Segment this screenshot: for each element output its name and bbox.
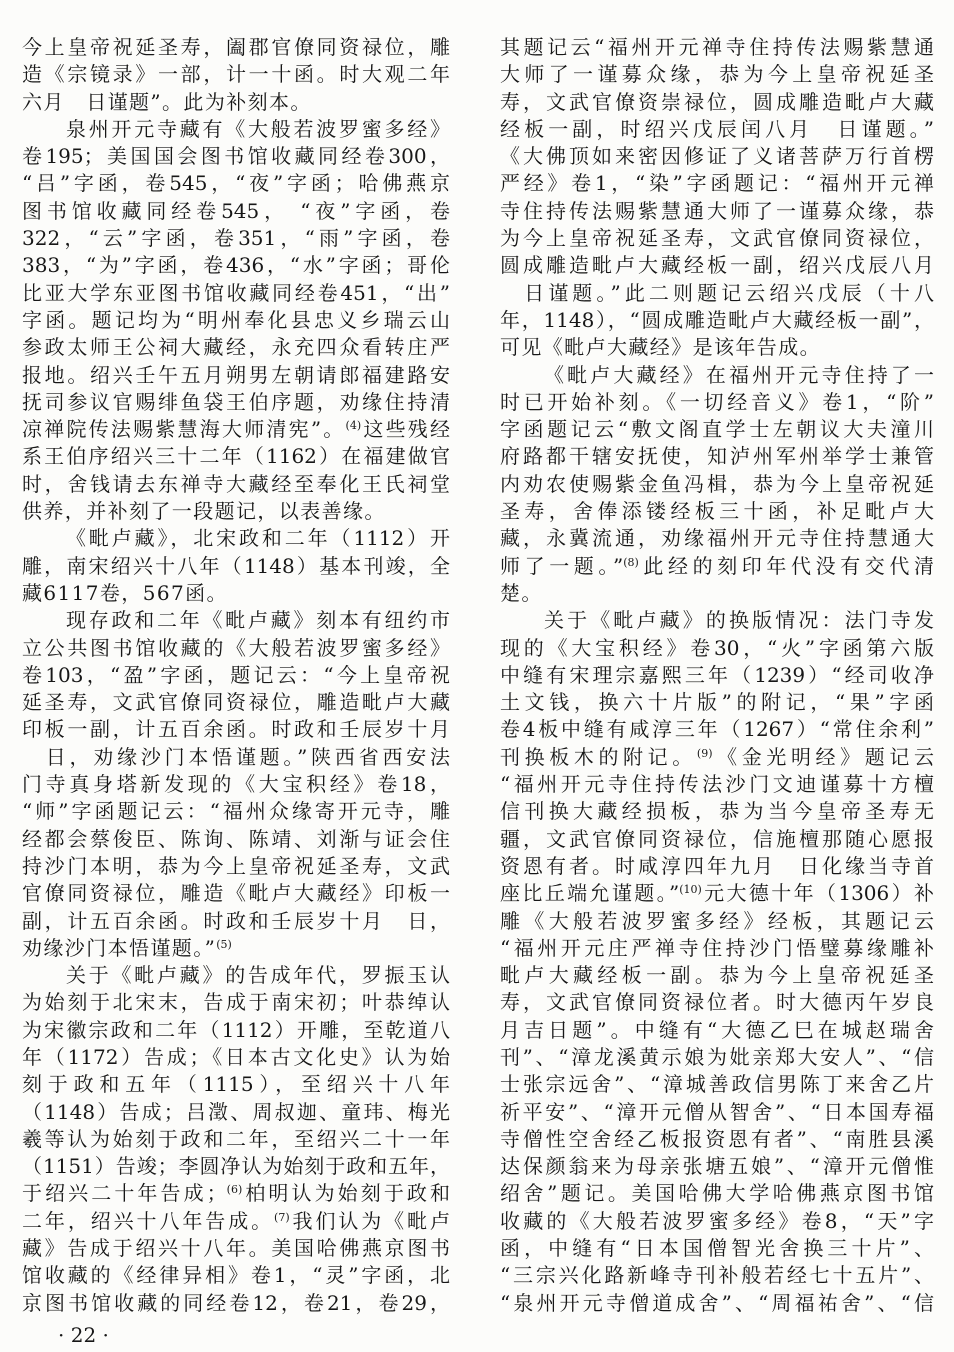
text-line: [22, 1180, 450, 1207]
line-text: 寿，文武官僚同资禄位者。时大德丙午岁良: [500, 990, 934, 1015]
page-number: · 22 ·: [58, 1323, 109, 1347]
line-text: 大师了一谨募众缘，恭为今上皇帝祝延圣: [500, 62, 934, 87]
line-text: 为始刻于北宋末，告成于南宋初；叶恭绰认: [22, 990, 450, 1015]
text-line: [22, 744, 450, 771]
text-line: [22, 471, 450, 498]
text-line: [22, 798, 450, 825]
line-text: 其题记云“福州开元禅寺住持传法赐紫慧通: [500, 35, 934, 59]
text-line: [22, 662, 450, 689]
text-line: [22, 89, 450, 116]
text-line: [500, 1017, 934, 1044]
line-text: 座比丘端允谨题。”: [500, 881, 680, 906]
text-line: [500, 826, 934, 853]
text-line: [22, 1153, 450, 1180]
text-line: [500, 280, 934, 307]
line-text: 府路都干辖安抚使，知泸州军州举学士兼管: [500, 444, 934, 469]
text-line: [22, 280, 450, 307]
text-line: [500, 1099, 934, 1126]
text-line: [22, 307, 450, 334]
line-text: 内劝农使赐紫金鱼冯楫，恭为今上皇帝祝延: [500, 471, 934, 496]
text-line: [500, 498, 934, 525]
line-text: 副，计五百余函。时政和壬辰岁十月 日，: [22, 908, 450, 933]
text-line: [500, 935, 934, 962]
footnote-ref: (4): [345, 419, 362, 433]
paragraph: [500, 362, 934, 608]
line-text: 报地。绍兴壬午五月朔男左朝请郎福建路安: [22, 362, 450, 387]
text-line: [22, 1262, 450, 1289]
text-line: [500, 553, 934, 580]
line-text: 现的《大宝积经》卷30，“火”字函第六版: [500, 635, 934, 660]
line-text: 藏，永冀流通，劝缘福州开元寺住持慧通大: [500, 526, 934, 551]
paragraph: [500, 607, 934, 1317]
line-text: 藏》告成于绍兴十八年。美国哈佛燕京图书: [22, 1236, 450, 1261]
line-text: 可见《毗卢大藏经》是该年告成。: [500, 335, 821, 360]
line-text: （1148）告成；吕澂、周叔迦、童玮、梅光: [22, 1099, 450, 1124]
text-line: [22, 716, 450, 743]
line-text: “福州开元庄严禅寺住持沙门悟璧募缘雕补: [500, 935, 934, 960]
text-line: [22, 498, 450, 525]
line-text: 柏明认为始刻于政和: [242, 1181, 450, 1206]
line-text: 劝缘沙门本悟谨题。”: [22, 935, 217, 960]
text-line: [22, 362, 450, 389]
line-text: 凉禅院传法赐紫慧海大师清宪”。: [22, 417, 346, 442]
text-line: [22, 116, 450, 143]
text-line: [22, 826, 450, 853]
footnote-ref: (10): [679, 883, 702, 897]
line-text: 系王伯序绍兴三十二年（1162）在福建做官: [22, 444, 450, 469]
line-text: “福州开元寺住持传法沙门文迪谨募十方檀: [500, 772, 934, 797]
line-text: “泉州开元寺僧道成舍”、“周福祐舍”、“信: [500, 1290, 934, 1315]
text-line: [500, 1235, 934, 1262]
text-line: [500, 252, 934, 279]
text-line: [22, 935, 450, 962]
line-text: 字函题记云“敷文阁直学士左朝议大夫潼川: [500, 417, 934, 442]
line-text: 疆，文武官僚同资禄位，信施檀那随心愿报: [500, 826, 934, 851]
line-text: 祈平安”、“漳开元僧从智舍”、“日本国寿福: [500, 1099, 934, 1124]
line-text: 二年，绍兴十八年告成。: [22, 1208, 275, 1233]
text-line: [500, 880, 934, 907]
line-text: 雕，南宋绍兴十八年（1148）基本刊竣，全: [22, 553, 450, 578]
text-line: [500, 1153, 934, 1180]
line-text: 羲等认为始刻于政和二年，至绍兴二十一年: [22, 1126, 450, 1151]
line-text: 《大佛顶如来密因修证了义诸菩萨万行首楞: [500, 144, 934, 169]
line-text: 供养，并补刻了一段题记，以表善缘。: [22, 499, 386, 524]
line-text: 日谨题。”此二则题记云绍兴戊辰（十八: [500, 280, 934, 305]
text-line: [22, 880, 450, 907]
text-line: [500, 1126, 934, 1153]
line-text: 资恩有者。时咸淳四年九月 日化缘当寺首: [500, 853, 934, 878]
line-text: “吕”字函，卷545，“夜”字函；哈佛燕京: [22, 171, 450, 196]
line-text: 日，劝缘沙门本悟谨题。”陕西省西安法: [22, 744, 450, 769]
text-line: [500, 116, 934, 143]
line-text: 关于《毗卢藏》的告成年代，罗振玉认: [66, 963, 450, 988]
text-line: [500, 635, 934, 662]
paragraph: [500, 34, 934, 362]
line-text: 我们认为《毗卢: [289, 1208, 450, 1233]
line-text: 圣寿，舍俸添镂经板三十函，补足毗卢大: [500, 499, 934, 524]
line-text: “三宗兴化路新峰寺刊补般若经七十五片”、: [500, 1263, 934, 1288]
paragraph: [22, 116, 450, 525]
footnote-ref: (9): [696, 746, 713, 760]
paragraph: [22, 34, 450, 116]
line-text: 官僚同资禄位，雕造《毗卢大藏经》印板一: [22, 881, 450, 906]
text-line: [500, 307, 934, 334]
text-line: [500, 771, 934, 798]
line-text: 月吉日题”。中缝有“大德乙巳在城赵瑞舍: [500, 1017, 934, 1042]
line-text: 为宋徽宗政和二年（1112）开雕，至乾道八: [22, 1017, 450, 1042]
line-text: 立公共图书馆收藏的《大般若波罗蜜多经》: [22, 635, 450, 660]
text-line: [500, 1290, 934, 1317]
text-line: [500, 853, 934, 880]
paragraph: [22, 962, 450, 1317]
text-line: [22, 771, 450, 798]
line-text: 这些残经: [361, 417, 450, 442]
line-text: 《毗卢藏》，北宋政和二年（1112）开: [66, 526, 450, 551]
line-text: 寺僧性空舍经乙板报资恩有者”、“南胜县溪: [500, 1126, 934, 1151]
text-line: [500, 225, 934, 252]
text-line: [22, 416, 450, 443]
line-text: 刊换板木的附记。: [500, 744, 697, 769]
line-text: 六月 日谨题”。此为补刻本。: [22, 89, 312, 114]
text-line: [500, 389, 934, 416]
line-text: 《金光明经》题记云: [712, 744, 934, 769]
line-text: 信刊换大藏经损板，恭为当今皇帝圣寿无: [500, 799, 934, 824]
text-line: [500, 962, 934, 989]
text-line: [500, 1208, 934, 1235]
line-text: 现存政和二年《毗卢藏》刻本有纽约市: [66, 608, 450, 633]
line-text: 图书馆收藏同经卷545， “夜”字函，卷: [22, 198, 450, 223]
line-text: 经板一副，时绍兴戊辰闰八月 日谨题。”: [500, 116, 934, 141]
text-line: [500, 362, 934, 389]
line-text: 经都会蔡俊臣、陈询、陈靖、刘渐与证会住: [22, 826, 450, 851]
right-column: [500, 34, 934, 1317]
text-line: [500, 198, 934, 225]
text-line: [22, 1290, 450, 1317]
line-text: 时已开始补刻。《一切经音义》卷1，“阶”: [500, 389, 934, 414]
text-line: [500, 143, 934, 170]
line-text: 楚。: [500, 580, 543, 605]
text-line: [22, 1126, 450, 1153]
paragraph: [22, 525, 450, 607]
text-line: [22, 1017, 450, 1044]
text-line: [500, 443, 934, 470]
text-line: [22, 525, 450, 552]
line-text: 中缝有宋理宗嘉熙三年（1239）“经司收净: [500, 662, 934, 687]
line-text: 门寺真身塔新发现的《大宝积经》卷18，: [22, 772, 450, 797]
line-text: 为今上皇帝祝延圣寿，文武官僚同资禄位，: [500, 226, 934, 251]
text-line: [22, 962, 450, 989]
text-line: [22, 553, 450, 580]
line-text: 于绍兴二十年告成；: [22, 1181, 227, 1206]
line-text: 寺住持传法赐紫慧通大师了一谨募众缘，恭: [500, 198, 934, 223]
line-text: 抚司参议官赐绯鱼袋王伯序题，劝缘住持清: [22, 389, 450, 414]
line-text: 刻于政和五年（1115），至绍兴十八年: [22, 1072, 450, 1097]
text-line: [500, 416, 934, 443]
line-text: 《毗卢大藏经》在福州开元寺住持了一: [544, 362, 934, 387]
text-line: [22, 34, 450, 61]
footnote-ref: (8): [623, 555, 639, 569]
line-text: 今上皇帝祝延圣寿，阖郡官僚同资禄位，雕: [22, 35, 450, 59]
text-line: [500, 170, 934, 197]
text-line: [22, 635, 450, 662]
text-line: [500, 716, 934, 743]
line-text: （1151）告竣；李圆净认为始刻于政和五年，: [22, 1154, 450, 1179]
text-line: [22, 1235, 450, 1262]
text-line: [22, 607, 450, 634]
paragraph: [22, 607, 450, 962]
line-text: 关于《毗卢藏》的换版情况：法门寺发: [544, 608, 934, 633]
line-text: 322，“云”字函，卷351，“雨”字函，卷: [22, 226, 450, 251]
line-text: 卷195；美国国会图书馆收藏同经卷300，: [22, 144, 450, 169]
text-line: [22, 1208, 450, 1235]
line-text: 师了一题。”: [500, 553, 624, 578]
line-text: 印板一副，计五百余函。时政和壬辰岁十月: [22, 717, 450, 742]
text-line: [22, 689, 450, 716]
text-line: [500, 607, 934, 634]
text-line: [500, 525, 934, 552]
text-line: [22, 580, 450, 607]
line-text: 383，“为”字函，卷436，“水”字函；哥伦: [22, 253, 450, 278]
text-line: [22, 389, 450, 416]
line-text: 时，舍钱请去东禅寺大藏经至奉化王氏祠堂: [22, 471, 450, 496]
footnote-ref: (7): [274, 1210, 290, 1224]
line-text: 函，中缝有“日本国僧智光舍换三十片”、: [500, 1236, 934, 1261]
footnote-ref: (6): [226, 1183, 243, 1197]
text-line: [22, 143, 450, 170]
text-line: [500, 34, 934, 61]
text-line: [22, 334, 450, 361]
text-line: [500, 908, 934, 935]
text-line: [22, 1071, 450, 1098]
text-line: [22, 61, 450, 88]
text-line: [500, 471, 934, 498]
text-line: [500, 1262, 934, 1289]
line-text: 收藏的《大般若波罗蜜多经》卷8，“天”字: [500, 1208, 934, 1233]
line-text: 年（1172）告成；《日本古文化史》认为始: [22, 1044, 450, 1069]
line-text: 造《宗镜录》一部，计一十函。时大观二年: [22, 62, 450, 87]
line-text: 毗卢大藏经板一副。恭为今上皇帝祝延圣: [500, 963, 934, 988]
text-line: [500, 334, 934, 361]
line-text: 字函。题记均为“明州奉化县忠义乡瑞云山: [22, 307, 450, 332]
text-line: [500, 989, 934, 1016]
line-text: 持沙门本明，恭为今上皇帝祝延圣寿，文武: [22, 853, 450, 878]
line-text: 土文钱，换六十片版”的附记，“果”字函: [500, 690, 934, 715]
text-line: [22, 252, 450, 279]
text-line: [500, 580, 934, 607]
line-text: “师”字函题记云：“福州众缘寄开元寺，雕: [22, 799, 450, 824]
line-text: 京图书馆收藏的同经卷12，卷21，卷29，: [22, 1290, 450, 1315]
text-line: [500, 89, 934, 116]
text-line: [22, 908, 450, 935]
text-line: [22, 853, 450, 880]
text-line: [500, 744, 934, 771]
line-text: 绍舍”题记。美国哈佛大学哈佛燕京图书馆: [500, 1181, 934, 1206]
footnote-ref: (5): [216, 937, 232, 951]
text-line: [500, 1180, 934, 1207]
line-text: 元大德十年（1306）补: [701, 881, 934, 906]
text-line: [500, 1071, 934, 1098]
line-text: 藏6117卷，567函。: [22, 580, 228, 605]
left-column: [22, 34, 450, 1317]
line-text: 达保颜翁来为母亲张塘五娘”、“漳开元僧惟: [500, 1154, 934, 1179]
line-text: 参政太师王公祠大藏经，永充四众看转庄严: [22, 335, 450, 360]
line-text: 馆收藏的《经律异相》卷1，“灵”字函，北: [22, 1263, 450, 1288]
text-line: [500, 689, 934, 716]
line-text: 年，1148），“圆成雕造毗卢大藏经板一副”，: [500, 307, 934, 332]
line-text: 雕《大般若波罗蜜多经》经板，其题记云: [500, 908, 934, 933]
text-line: [500, 61, 934, 88]
line-text: 此经的刻印年代没有交代清: [638, 553, 934, 578]
line-text: 严经》卷1，“染”字函题记：“福州开元禅: [500, 171, 934, 196]
text-line: [500, 662, 934, 689]
line-text: 比亚大学东亚图书馆收藏同经卷451，“出”: [22, 280, 450, 305]
text-line: [22, 443, 450, 470]
text-line: [22, 225, 450, 252]
line-text: 圆成雕造毗卢大藏经板一副，绍兴戊辰八月: [500, 253, 934, 278]
text-line: [500, 798, 934, 825]
line-text: 延圣寿，文武官僚同资禄位，雕造毗卢大藏: [22, 690, 450, 715]
text-line: [22, 170, 450, 197]
text-line: [22, 198, 450, 225]
text-line: [22, 989, 450, 1016]
text-line: [500, 1044, 934, 1071]
line-text: 寿，文武官僚资崇禄位，圆成雕造毗卢大藏: [500, 89, 934, 114]
text-line: [22, 1044, 450, 1071]
line-text: 卷4板中缝有咸淳三年（1267）“常住余利”: [500, 717, 934, 742]
text-line: [22, 1099, 450, 1126]
line-text: 卷103，“盈”字函，题记云：“今上皇帝祝: [22, 662, 450, 687]
line-text: 泉州开元寺藏有《大般若波罗蜜多经》: [66, 116, 450, 141]
line-text: 刊”、“漳龙溪黄示娘为妣亲郑大安人”、“信: [500, 1044, 934, 1069]
line-text: 士张宗远舍”、“漳城善政信男陈丁来舍乙片: [500, 1072, 934, 1097]
